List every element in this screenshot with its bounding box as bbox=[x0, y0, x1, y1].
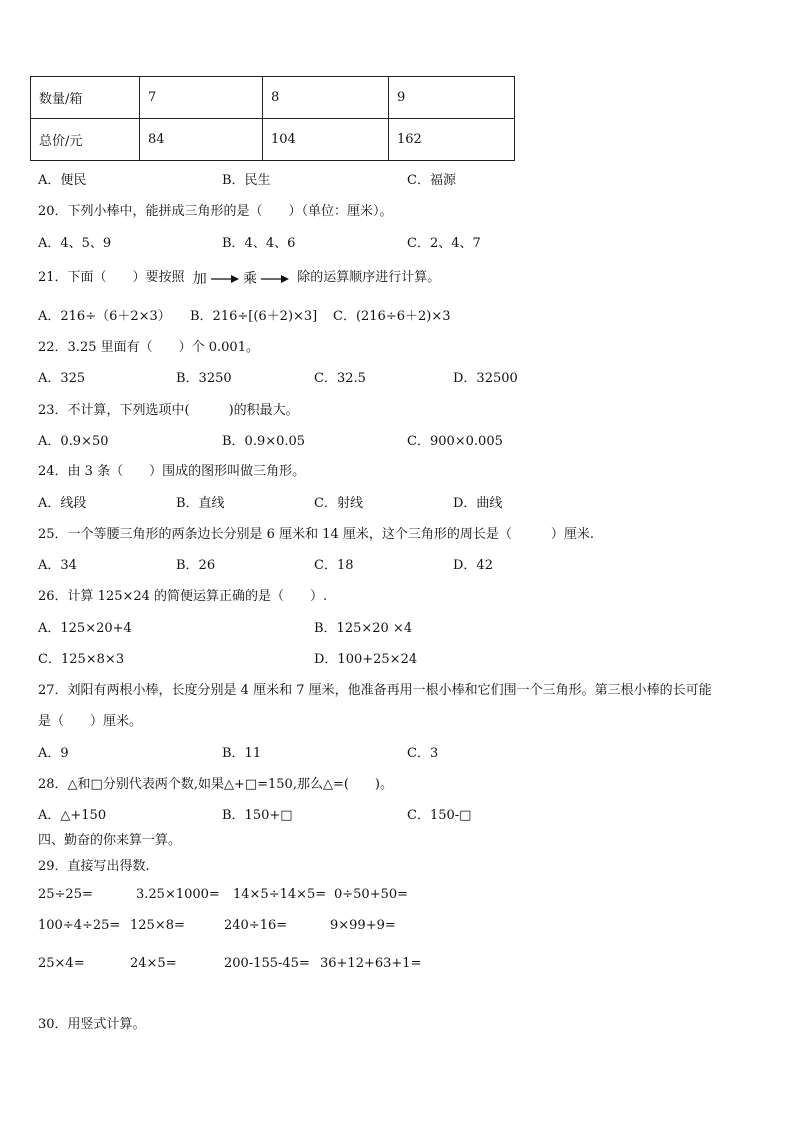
question-21-stem bbox=[38, 266, 440, 288]
q22-option-a: A．325 bbox=[38, 371, 86, 386]
operation-order-flow bbox=[193, 268, 289, 288]
calc-item: 24×5= bbox=[130, 956, 177, 971]
table-cell: 162 bbox=[389, 119, 515, 161]
table-cell: 8 bbox=[263, 77, 389, 119]
table-cell: 84 bbox=[140, 119, 263, 161]
question-25-stem: 25．一个等腰三角形的两条边长分别是 6 厘米和 14 厘米，这个三角形的周长是（ ）厘米. bbox=[38, 527, 595, 542]
question-20-stem: 20．下列小棒中，能拼成三角形的是（ ）（单位：厘米）。 bbox=[38, 204, 393, 219]
q22-option-d: D．32500 bbox=[453, 371, 518, 386]
calc-item: 100÷4÷25= bbox=[38, 918, 121, 933]
q21-option-b: B．216÷[(6＋2)×3] bbox=[190, 309, 318, 324]
question-28-stem: 28．△和□分别代表两个数,如果△+□=150,那么△=( )。 bbox=[38, 777, 393, 792]
q21-stem-prefix: 21．下面（ ）要按照 bbox=[38, 270, 185, 285]
question-27-stem-line2: 是（ ）厘米。 bbox=[38, 714, 143, 729]
calc-item: 25×4= bbox=[38, 956, 85, 971]
q25-option-a: A．34 bbox=[38, 558, 77, 573]
q24-option-d: D．曲线 bbox=[453, 496, 503, 511]
calc-item: 125×8= bbox=[130, 918, 185, 933]
q26-option-a: A．125×20+4 bbox=[38, 621, 132, 636]
question-27-stem-line1: 27．刘阳有两根小棒，长度分别是 4 厘米和 7 厘米，他准备再用一根小棒和它们围一个三角形。第三根小棒的长可能 bbox=[38, 683, 712, 698]
q21-option-c: C．(216÷6＋2)×3 bbox=[333, 309, 451, 324]
q22-option-c: C．32.5 bbox=[314, 371, 366, 386]
q27-option-a: A．9 bbox=[38, 746, 69, 761]
question-29-stem: 29．直接写出得数. bbox=[38, 859, 150, 874]
calc-item: 240÷16= bbox=[224, 918, 288, 933]
q23-option-b: B．0.9×0.05 bbox=[222, 434, 306, 449]
arrow-right-icon bbox=[211, 274, 239, 284]
table-cell: 7 bbox=[140, 77, 263, 119]
q25-option-b: B．26 bbox=[176, 558, 216, 573]
q23-option-a: A．0.9×50 bbox=[38, 434, 109, 449]
q24-option-c: C．射线 bbox=[314, 496, 363, 511]
q26-option-c: C．125×8×3 bbox=[38, 652, 125, 667]
table-cell: 总价/元 bbox=[31, 119, 140, 161]
q28-option-c: C．150-□ bbox=[407, 808, 472, 823]
q21-option-a: A．216÷（6＋2×3） bbox=[38, 309, 171, 324]
table-cell: 数量/箱 bbox=[31, 77, 140, 119]
table-row bbox=[31, 77, 515, 119]
table-cell: 9 bbox=[389, 77, 515, 119]
question-24-stem: 24．由 3 条（ ）围成的图形叫做三角形。 bbox=[38, 464, 306, 479]
q24-option-b: B．直线 bbox=[176, 496, 225, 511]
calc-item: 14×5÷14×5= bbox=[233, 887, 327, 902]
q27-option-b: B．11 bbox=[222, 746, 262, 761]
q24-option-a: A．线段 bbox=[38, 496, 87, 511]
q28-option-b: B．150+□ bbox=[222, 808, 293, 823]
price-table bbox=[30, 76, 515, 161]
q21-stem-suffix: 除的运算顺序进行计算。 bbox=[297, 270, 441, 285]
q25-option-d: D．42 bbox=[453, 558, 493, 573]
question-30-stem: 30．用竖式计算。 bbox=[38, 1017, 146, 1032]
table-cell: 104 bbox=[263, 119, 389, 161]
table-row bbox=[31, 119, 515, 161]
q28-option-a: A．△+150 bbox=[38, 808, 107, 823]
arrow-right-icon bbox=[261, 274, 289, 284]
q19-option-a: A．便民 bbox=[38, 173, 87, 188]
calc-item: 36+12+63+1= bbox=[320, 956, 422, 971]
q19-option-c: C．福源 bbox=[407, 173, 456, 188]
q26-option-d: D．100+25×24 bbox=[314, 652, 418, 667]
section-4-title: 四、勤奋的你来算一算。 bbox=[38, 833, 182, 848]
calc-item: 3.25×1000= bbox=[136, 887, 220, 902]
flow-step-multiply: 乘 bbox=[242, 270, 257, 287]
q19-option-b: B．民生 bbox=[222, 173, 271, 188]
q20-option-a: A．4、5、9 bbox=[38, 236, 112, 251]
calc-item: 200-155-45= bbox=[224, 956, 310, 971]
calc-item: 0÷50+50= bbox=[334, 887, 409, 902]
q23-option-c: C．900×0.005 bbox=[407, 434, 503, 449]
flow-step-add: 加 bbox=[192, 270, 207, 287]
calc-item: 9×99+9= bbox=[330, 918, 396, 933]
question-23-stem: 23．不计算，下列选项中( )的积最大。 bbox=[38, 403, 299, 418]
q22-option-b: B．3250 bbox=[176, 371, 232, 386]
q27-option-c: C．3 bbox=[407, 746, 439, 761]
q25-option-c: C．18 bbox=[314, 558, 354, 573]
calc-item: 25÷25= bbox=[38, 887, 93, 902]
question-22-stem: 22．3.25 里面有（ ）个 0.001。 bbox=[38, 340, 259, 355]
q26-option-b: B．125×20 ×4 bbox=[314, 621, 413, 636]
q20-option-b: B．4、4、6 bbox=[222, 236, 296, 251]
q20-option-c: C．2、4、7 bbox=[407, 236, 481, 251]
question-26-stem: 26．计算 125×24 的简便运算正确的是（ ）. bbox=[38, 589, 328, 604]
